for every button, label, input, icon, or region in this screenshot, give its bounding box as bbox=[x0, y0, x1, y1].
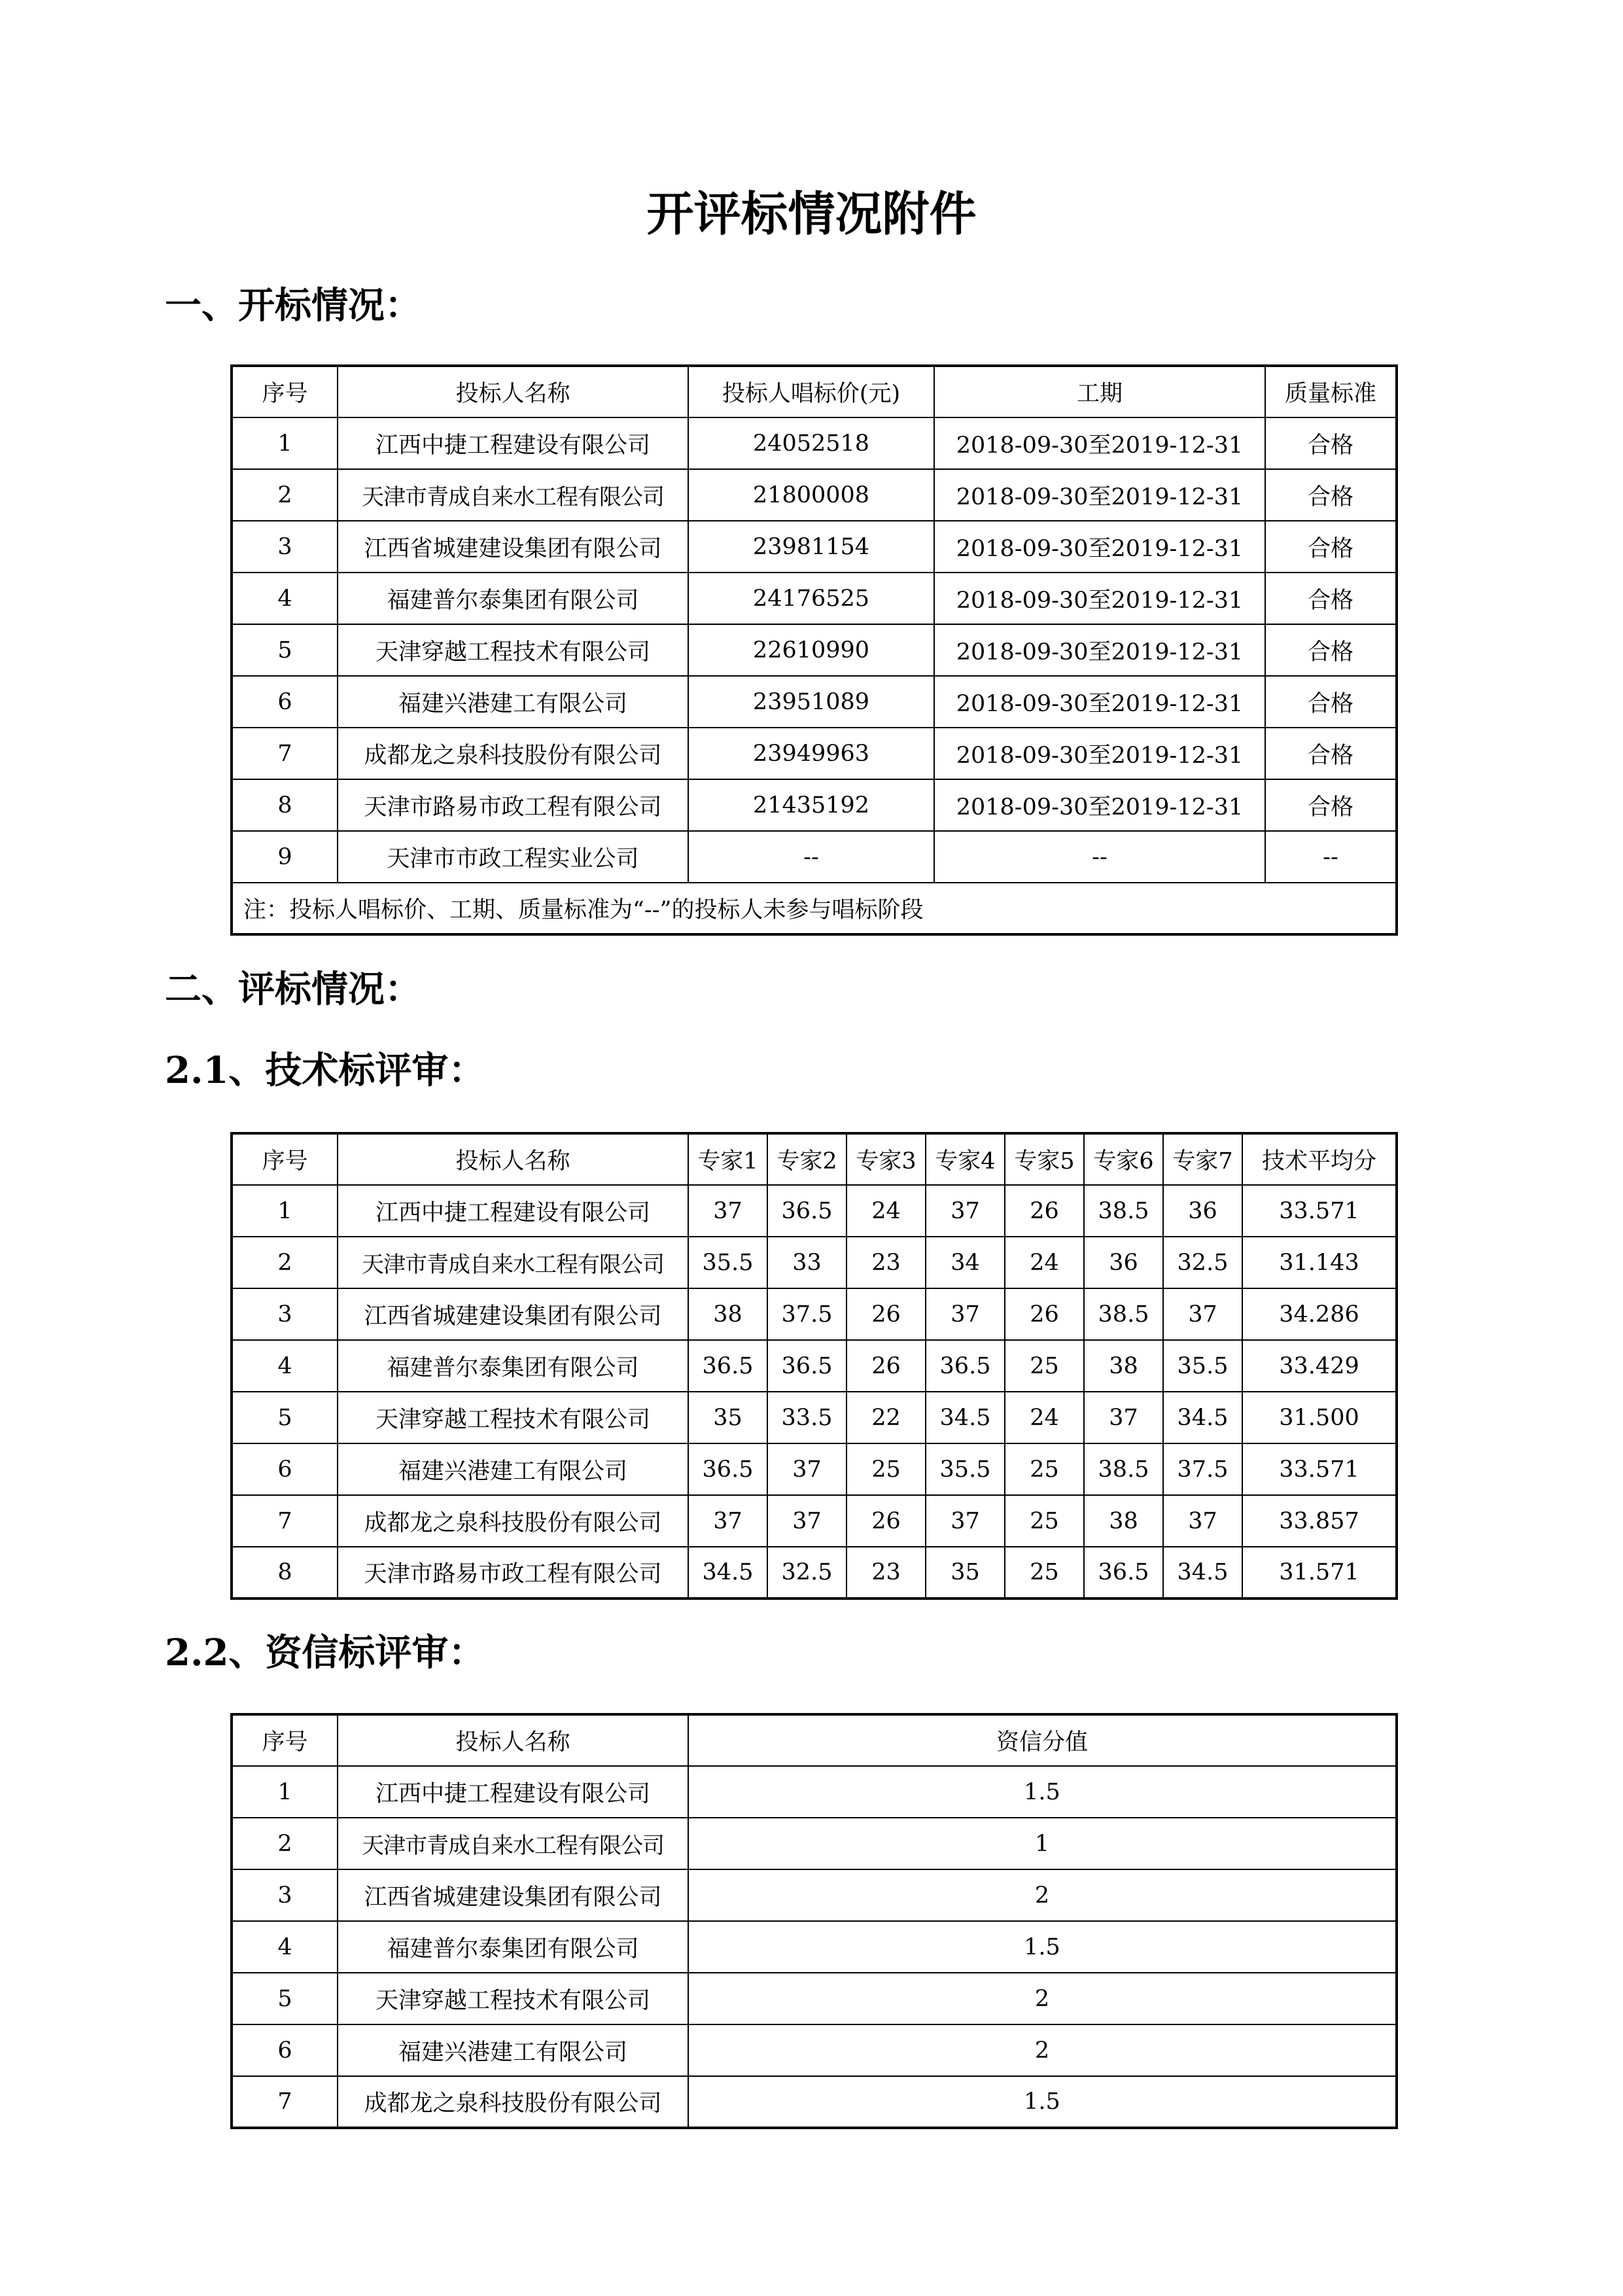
table-cell: 4 bbox=[232, 1340, 338, 1392]
table-row bbox=[232, 1340, 1397, 1392]
document-title: 开评标情况附件 bbox=[646, 186, 977, 241]
table-row bbox=[232, 1869, 1397, 1921]
table-cell: 2018-09-30至2019-12-31 bbox=[934, 624, 1265, 676]
table-cell: 25 bbox=[846, 1443, 926, 1495]
table-row bbox=[232, 624, 1397, 676]
table-cell: 33.429 bbox=[1242, 1340, 1397, 1392]
table-cell: 天津穿越工程技术有限公司 bbox=[338, 624, 688, 676]
table-cell: 合格 bbox=[1265, 469, 1397, 521]
table-cell: 江西省城建建设集团有限公司 bbox=[338, 521, 688, 573]
table-cell: 37 bbox=[1163, 1288, 1242, 1340]
column-header: 专家7 bbox=[1163, 1133, 1242, 1185]
table-cell: 1 bbox=[232, 417, 338, 469]
table-cell: 36.5 bbox=[767, 1340, 846, 1392]
table-cell: 8 bbox=[232, 1547, 338, 1598]
table-cell: 36.5 bbox=[688, 1340, 767, 1392]
section-heading-credit-review: 2.2、资信标评审： bbox=[165, 1631, 485, 1674]
table-cell: 33.571 bbox=[1242, 1443, 1397, 1495]
table-cell: 天津市青成自来水工程有限公司 bbox=[338, 1818, 688, 1869]
table-cell: 天津市青成自来水工程有限公司 bbox=[338, 469, 688, 521]
table-cell: 合格 bbox=[1265, 779, 1397, 831]
column-header: 序号 bbox=[232, 366, 338, 417]
table-row bbox=[232, 1237, 1397, 1288]
column-header: 技术平均分 bbox=[1242, 1133, 1397, 1185]
table-row bbox=[232, 1443, 1397, 1495]
table-cell: 23 bbox=[846, 1237, 926, 1288]
table-cell: 36.5 bbox=[926, 1340, 1005, 1392]
table-cell: 36.5 bbox=[767, 1185, 846, 1237]
table-header-row bbox=[232, 1133, 1397, 1185]
table-cell: 31.500 bbox=[1242, 1392, 1397, 1443]
table-cell: 8 bbox=[232, 779, 338, 831]
table-cell: 江西中捷工程建设有限公司 bbox=[338, 417, 688, 469]
table-cell: 7 bbox=[232, 2076, 338, 2128]
table-cell: 合格 bbox=[1265, 573, 1397, 624]
table-note: 注：投标人唱标价、工期、质量标准为“--”的投标人未参与唱标阶段 bbox=[232, 883, 1397, 934]
table-cell: 7 bbox=[232, 1495, 338, 1547]
table-cell: 2018-09-30至2019-12-31 bbox=[934, 469, 1265, 521]
table-cell: 36.5 bbox=[688, 1443, 767, 1495]
section-heading-technical-review: 2.1、技术标评审： bbox=[165, 1049, 485, 1092]
table-cell: 3 bbox=[232, 1288, 338, 1340]
table-cell: 32.5 bbox=[767, 1547, 846, 1598]
table-cell: 江西省城建建设集团有限公司 bbox=[338, 1869, 688, 1921]
table-row bbox=[232, 1495, 1397, 1547]
table-row bbox=[232, 2024, 1397, 2076]
table-cell: 1 bbox=[232, 1185, 338, 1237]
column-header: 专家5 bbox=[1005, 1133, 1084, 1185]
table-cell: 34.5 bbox=[926, 1392, 1005, 1443]
table-cell: 36 bbox=[1163, 1185, 1242, 1237]
table-cell: 25 bbox=[1005, 1495, 1084, 1547]
table-cell: 37 bbox=[926, 1185, 1005, 1237]
column-header: 工期 bbox=[934, 366, 1265, 417]
table-cell: 25 bbox=[1005, 1443, 1084, 1495]
table-cell: 26 bbox=[846, 1340, 926, 1392]
table-cell: 2018-09-30至2019-12-31 bbox=[934, 417, 1265, 469]
table-cell: 福建普尔泰集团有限公司 bbox=[338, 1340, 688, 1392]
table-cell: 5 bbox=[232, 624, 338, 676]
table-row bbox=[232, 676, 1397, 728]
table-cell: 2 bbox=[232, 469, 338, 521]
table-cell: 合格 bbox=[1265, 676, 1397, 728]
table-cell: 38 bbox=[1084, 1340, 1163, 1392]
column-header: 序号 bbox=[232, 1714, 338, 1766]
table-cell: 福建兴港建工有限公司 bbox=[338, 1443, 688, 1495]
table-cell: 26 bbox=[1005, 1288, 1084, 1340]
table-cell: 天津穿越工程技术有限公司 bbox=[338, 1973, 688, 2024]
table-row bbox=[232, 1921, 1397, 1973]
table-cell: 2018-09-30至2019-12-31 bbox=[934, 521, 1265, 573]
table-cell: 2018-09-30至2019-12-31 bbox=[934, 728, 1265, 779]
table-cell: 3 bbox=[232, 1869, 338, 1921]
column-header: 资信分值 bbox=[688, 1714, 1397, 1766]
table-cell: 33.5 bbox=[767, 1392, 846, 1443]
technical-review-table bbox=[230, 1132, 1398, 1600]
table-cell: 天津市青成自来水工程有限公司 bbox=[338, 1237, 688, 1288]
table-cell: 26 bbox=[846, 1288, 926, 1340]
table-cell: 25 bbox=[1005, 1547, 1084, 1598]
table-row bbox=[232, 1973, 1397, 2024]
table-cell: 38 bbox=[688, 1288, 767, 1340]
table-cell: 福建兴港建工有限公司 bbox=[338, 676, 688, 728]
column-header: 专家3 bbox=[846, 1133, 926, 1185]
table-cell: 24176525 bbox=[688, 573, 934, 624]
table-cell: 6 bbox=[232, 2024, 338, 2076]
table-cell: 22 bbox=[846, 1392, 926, 1443]
table-row bbox=[232, 779, 1397, 831]
table-cell: 2 bbox=[688, 1973, 1397, 2024]
table-cell: 23949963 bbox=[688, 728, 934, 779]
table-cell: 24052518 bbox=[688, 417, 934, 469]
table-cell: 37 bbox=[1163, 1495, 1242, 1547]
table-cell: 35 bbox=[688, 1392, 767, 1443]
table-cell: 35.5 bbox=[1163, 1340, 1242, 1392]
table-cell: 34.5 bbox=[1163, 1547, 1242, 1598]
table-cell: 福建兴港建工有限公司 bbox=[338, 2024, 688, 2076]
table-cell: 37 bbox=[767, 1495, 846, 1547]
table-cell: 37 bbox=[926, 1288, 1005, 1340]
table-cell: 37 bbox=[1084, 1392, 1163, 1443]
table-cell: 38 bbox=[1084, 1495, 1163, 1547]
table-row bbox=[232, 1818, 1397, 1869]
table-cell: 33.571 bbox=[1242, 1185, 1397, 1237]
table-cell: 2018-09-30至2019-12-31 bbox=[934, 676, 1265, 728]
table-row bbox=[232, 573, 1397, 624]
table-cell: 1.5 bbox=[688, 1921, 1397, 1973]
table-note-row bbox=[232, 883, 1397, 934]
table-cell: 4 bbox=[232, 573, 338, 624]
table-cell: 7 bbox=[232, 728, 338, 779]
column-header: 序号 bbox=[232, 1133, 338, 1185]
column-header: 投标人名称 bbox=[338, 1714, 688, 1766]
table-cell: -- bbox=[688, 831, 934, 883]
table-cell: 37.5 bbox=[1163, 1443, 1242, 1495]
table-cell: 天津市路易市政工程有限公司 bbox=[338, 1547, 688, 1598]
table-cell: 2 bbox=[232, 1237, 338, 1288]
table-cell: 35 bbox=[926, 1547, 1005, 1598]
table-row bbox=[232, 1766, 1397, 1818]
table-cell: 23981154 bbox=[688, 521, 934, 573]
table-cell: 36 bbox=[1084, 1237, 1163, 1288]
table-cell: 2 bbox=[688, 2024, 1397, 2076]
table-cell: 福建普尔泰集团有限公司 bbox=[338, 573, 688, 624]
table-cell: 25 bbox=[1005, 1340, 1084, 1392]
column-header: 专家4 bbox=[926, 1133, 1005, 1185]
table-row bbox=[232, 1288, 1397, 1340]
table-cell: 2 bbox=[688, 1869, 1397, 1921]
table-cell: 21435192 bbox=[688, 779, 934, 831]
table-cell: 福建普尔泰集团有限公司 bbox=[338, 1921, 688, 1973]
table-cell: 34.5 bbox=[1163, 1392, 1242, 1443]
table-cell: 成都龙之泉科技股份有限公司 bbox=[338, 728, 688, 779]
credit-review-table bbox=[230, 1713, 1398, 2129]
column-header: 专家1 bbox=[688, 1133, 767, 1185]
table-cell: 江西中捷工程建设有限公司 bbox=[338, 1766, 688, 1818]
table-cell: -- bbox=[934, 831, 1265, 883]
table-row bbox=[232, 831, 1397, 883]
table-cell: 35.5 bbox=[688, 1237, 767, 1288]
table-cell: 38.5 bbox=[1084, 1185, 1163, 1237]
table-cell: 33.857 bbox=[1242, 1495, 1397, 1547]
table-cell: 37 bbox=[688, 1495, 767, 1547]
table-cell: 31.571 bbox=[1242, 1547, 1397, 1598]
table-cell: 31.143 bbox=[1242, 1237, 1397, 1288]
section-heading-bid-opening: 一、开标情况： bbox=[165, 284, 421, 327]
table-cell: 3 bbox=[232, 521, 338, 573]
table-row bbox=[232, 521, 1397, 573]
table-cell: -- bbox=[1265, 831, 1397, 883]
table-row bbox=[232, 1392, 1397, 1443]
table-cell: 1 bbox=[688, 1818, 1397, 1869]
table-header-row bbox=[232, 366, 1397, 417]
table-cell: 23 bbox=[846, 1547, 926, 1598]
table-cell: 33 bbox=[767, 1237, 846, 1288]
column-header: 投标人名称 bbox=[338, 1133, 688, 1185]
table-cell: 6 bbox=[232, 1443, 338, 1495]
table-cell: 22610990 bbox=[688, 624, 934, 676]
table-cell: 1 bbox=[232, 1766, 338, 1818]
table-cell: 38.5 bbox=[1084, 1288, 1163, 1340]
table-cell: 1.5 bbox=[688, 2076, 1397, 2128]
table-cell: 24 bbox=[1005, 1237, 1084, 1288]
table-row bbox=[232, 2076, 1397, 2128]
table-row bbox=[232, 469, 1397, 521]
table-cell: 天津穿越工程技术有限公司 bbox=[338, 1392, 688, 1443]
table-cell: 合格 bbox=[1265, 521, 1397, 573]
table-cell: 34.5 bbox=[688, 1547, 767, 1598]
column-header: 质量标准 bbox=[1265, 366, 1397, 417]
table-cell: 江西中捷工程建设有限公司 bbox=[338, 1185, 688, 1237]
table-cell: 34.286 bbox=[1242, 1288, 1397, 1340]
table-cell: 天津市市政工程实业公司 bbox=[338, 831, 688, 883]
table-cell: 9 bbox=[232, 831, 338, 883]
table-cell: 23951089 bbox=[688, 676, 934, 728]
table-row bbox=[232, 728, 1397, 779]
table-cell: 6 bbox=[232, 676, 338, 728]
table-cell: 36.5 bbox=[1084, 1547, 1163, 1598]
table-cell: 32.5 bbox=[1163, 1237, 1242, 1288]
table-cell: 合格 bbox=[1265, 728, 1397, 779]
table-cell: 26 bbox=[1005, 1185, 1084, 1237]
table-row bbox=[232, 1185, 1397, 1237]
column-header: 投标人名称 bbox=[338, 366, 688, 417]
table-cell: 37 bbox=[688, 1185, 767, 1237]
table-cell: 24 bbox=[1005, 1392, 1084, 1443]
table-row bbox=[232, 1547, 1397, 1598]
table-cell: 37 bbox=[926, 1495, 1005, 1547]
column-header: 投标人唱标价(元) bbox=[688, 366, 934, 417]
table-cell: 天津市路易市政工程有限公司 bbox=[338, 779, 688, 831]
column-header: 专家2 bbox=[767, 1133, 846, 1185]
section-heading-evaluation: 二、评标情况： bbox=[165, 968, 421, 1011]
table-cell: 成都龙之泉科技股份有限公司 bbox=[338, 1495, 688, 1547]
table-cell: 26 bbox=[846, 1495, 926, 1547]
table-cell: 2018-09-30至2019-12-31 bbox=[934, 779, 1265, 831]
table-cell: 2 bbox=[232, 1818, 338, 1869]
table-cell: 2018-09-30至2019-12-31 bbox=[934, 573, 1265, 624]
table-cell: 34 bbox=[926, 1237, 1005, 1288]
table-cell: 21800008 bbox=[688, 469, 934, 521]
table-cell: 35.5 bbox=[926, 1443, 1005, 1495]
table-cell: 37.5 bbox=[767, 1288, 846, 1340]
table-header-row bbox=[232, 1714, 1397, 1766]
table-cell: 合格 bbox=[1265, 417, 1397, 469]
table-cell: 38.5 bbox=[1084, 1443, 1163, 1495]
table-cell: 4 bbox=[232, 1921, 338, 1973]
column-header: 专家6 bbox=[1084, 1133, 1163, 1185]
table-cell: 合格 bbox=[1265, 624, 1397, 676]
table-cell: 1.5 bbox=[688, 1766, 1397, 1818]
bid-opening-table bbox=[230, 364, 1398, 936]
table-cell: 江西省城建建设集团有限公司 bbox=[338, 1288, 688, 1340]
table-cell: 5 bbox=[232, 1392, 338, 1443]
table-cell: 37 bbox=[767, 1443, 846, 1495]
table-row bbox=[232, 417, 1397, 469]
table-cell: 成都龙之泉科技股份有限公司 bbox=[338, 2076, 688, 2128]
table-cell: 24 bbox=[846, 1185, 926, 1237]
table-cell: 5 bbox=[232, 1973, 338, 2024]
